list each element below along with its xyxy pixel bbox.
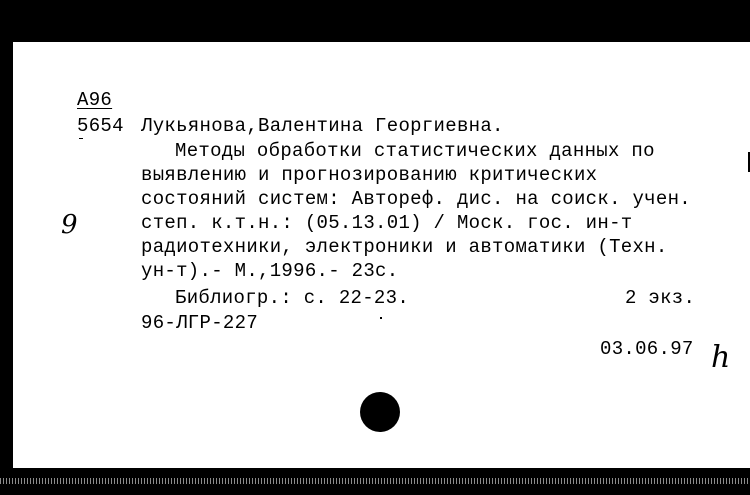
title-line-2: выявлению и прогнозированию критических <box>141 164 598 186</box>
title-line-5: радиотехники, электроники и автоматики (Техн. <box>141 236 668 258</box>
scan-noise <box>0 478 750 484</box>
handwritten-mark-right: h <box>711 340 731 375</box>
title-line-3: состояний систем: Автореф. дис. на соиск. учен. <box>141 188 691 210</box>
ink-speck <box>79 138 83 139</box>
title-line-1: Методы обработки статистических данных по <box>175 140 655 162</box>
bibliography-note: Библиогр.: с. 22-23. <box>175 287 410 309</box>
title-line-6: ун-т).- М.,1996.- 23с. <box>141 260 399 282</box>
title-line-4: степ. к.т.н.: (05.13.01) / Моск. гос. ин-т <box>141 212 633 234</box>
card-punch-hole <box>360 392 400 432</box>
card-date: 03.06.97 <box>600 338 694 360</box>
shelf-mark: А96 <box>77 89 113 111</box>
registration-number: 96-ЛГР-227 <box>141 312 259 334</box>
handwritten-mark-left: 9 <box>61 210 78 240</box>
author-heading: Лукьянова,Валентина Георгиевна. <box>141 115 504 137</box>
scan-border <box>0 468 750 495</box>
ink-speck <box>380 317 382 319</box>
catalog-card <box>13 42 750 468</box>
copies-note: 2 экз. <box>625 287 696 309</box>
card-number: 5654 <box>77 115 124 137</box>
